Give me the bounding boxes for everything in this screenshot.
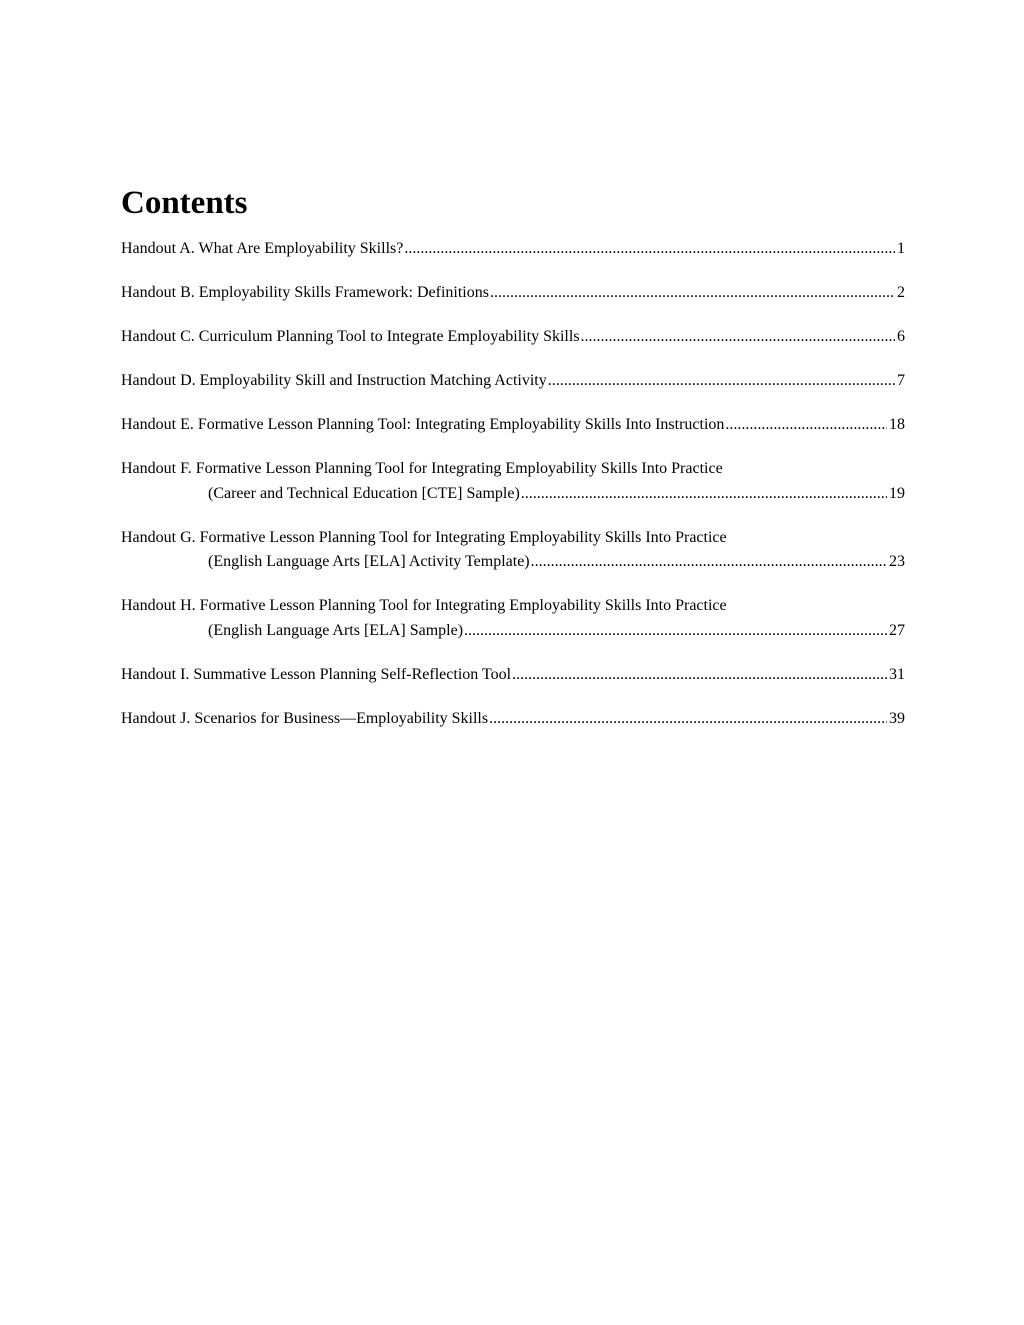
- dot-leader: [581, 325, 895, 350]
- toc-title[interactable]: Handout B. Employability Skills Framework: Definitions: [121, 284, 489, 301]
- toc-entry-handout-h[interactable]: [121, 594, 905, 643]
- toc-entry-handout-g[interactable]: [121, 526, 905, 575]
- toc-entry-handout-i[interactable]: [121, 663, 905, 688]
- page-title: Contents: [121, 185, 248, 221]
- toc-line: [121, 413, 905, 438]
- toc-line: [121, 663, 905, 688]
- toc-entry-handout-d[interactable]: [121, 369, 905, 394]
- toc-page-number[interactable]: 2: [897, 284, 905, 301]
- toc-title[interactable]: Handout F. Formative Lesson Planning Tool for Integrating Employability Skills Into Practice: [121, 460, 723, 477]
- toc-entry-handout-e[interactable]: [121, 413, 905, 438]
- dot-leader: [464, 619, 887, 644]
- dot-leader: [725, 413, 887, 438]
- toc-entry-handout-a[interactable]: [121, 237, 905, 262]
- toc-line: [121, 594, 905, 619]
- toc-entry-handout-b[interactable]: [121, 281, 905, 306]
- toc-title[interactable]: Handout D. Employability Skill and Instruction Matching Activity: [121, 372, 547, 389]
- toc-title[interactable]: Handout G. Formative Lesson Planning Tool for Integrating Employability Skills Into Practice: [121, 528, 727, 546]
- dot-leader: [404, 237, 895, 262]
- dot-leader: [521, 482, 887, 507]
- dot-leader: [548, 369, 895, 394]
- toc-title[interactable]: Handout H. Formative Lesson Planning Tool for Integrating Employability Skills Into Practice: [121, 597, 727, 614]
- table-of-contents: [121, 237, 905, 731]
- toc-line: [121, 457, 905, 482]
- toc-entry-handout-f[interactable]: [121, 457, 905, 506]
- dot-leader: [490, 281, 895, 306]
- toc-page-number[interactable]: 19: [889, 484, 905, 502]
- toc-page-number[interactable]: 18: [889, 416, 905, 433]
- toc-title[interactable]: Handout J. Scenarios for Business—Employability Skills: [121, 709, 489, 727]
- toc-title[interactable]: Handout I. Summative Lesson Planning Self-Reflection Tool: [121, 665, 512, 683]
- toc-line-continuation: [121, 619, 905, 644]
- toc-title[interactable]: Handout E. Formative Lesson Planning Tool: Integrating Employability Skills Into Instruction: [121, 416, 725, 433]
- toc-line: [121, 526, 905, 551]
- toc-entry-handout-c[interactable]: [121, 325, 905, 350]
- toc-line: [121, 281, 905, 306]
- toc-title-continuation[interactable]: (English Language Arts [ELA] Sample): [208, 621, 464, 639]
- toc-line: [121, 237, 905, 262]
- toc-page-number[interactable]: 23: [889, 553, 905, 570]
- toc-line-continuation: [121, 550, 905, 575]
- contents-page: [121, 183, 905, 751]
- toc-title[interactable]: Handout A. What Are Employability Skills?: [121, 240, 404, 257]
- dot-leader: [531, 550, 887, 575]
- toc-line: [121, 325, 905, 350]
- toc-title-continuation[interactable]: (English Language Arts [ELA] Activity Template): [208, 553, 530, 570]
- toc-page-number[interactable]: 39: [889, 709, 905, 727]
- toc-title[interactable]: Handout C. Curriculum Planning Tool to Integrate Employability Skills: [121, 328, 580, 345]
- toc-page-number[interactable]: 7: [897, 372, 905, 389]
- dot-leader: [512, 663, 887, 688]
- dot-leader: [489, 707, 887, 732]
- toc-page-number[interactable]: 6: [897, 328, 905, 345]
- toc-page-number[interactable]: 1: [897, 240, 905, 257]
- toc-title-continuation[interactable]: (Career and Technical Education [CTE] Sample): [208, 484, 520, 502]
- toc-page-number[interactable]: 27: [889, 621, 905, 639]
- toc-entry-handout-j[interactable]: [121, 707, 905, 732]
- toc-line-continuation: [121, 482, 905, 507]
- toc-line: [121, 707, 905, 732]
- toc-line: [121, 369, 905, 394]
- toc-page-number[interactable]: 31: [889, 665, 905, 683]
